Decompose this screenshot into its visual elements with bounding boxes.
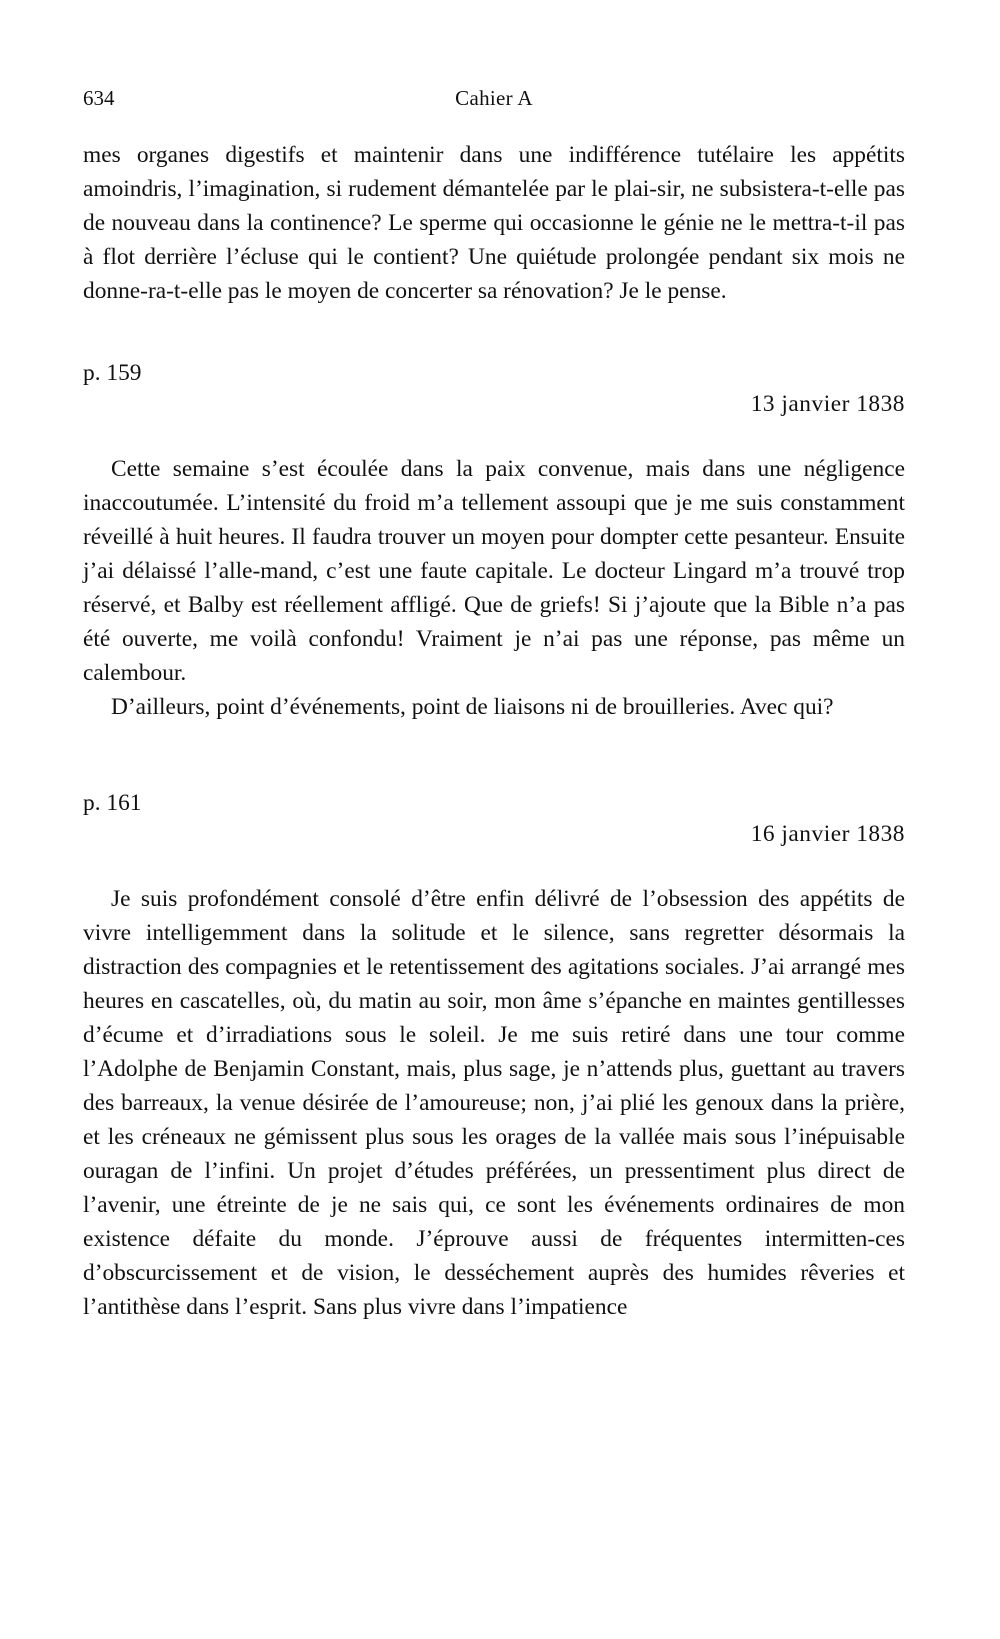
entry-paragraph: Je suis profondément consolé d’être enfin délivré de l’obsession des appétits de vivre intelligemment dans la solitude et le silence, sans regretter désormais la distraction des compagnies et le retentissement des agitations sociales. J’ai arrangé mes heures en cascatelles, où, du matin au soir, mon âme s’épanche en maintes gentillesses d’écume et d’irradiations sous le soleil. Je me suis retiré dans une tour comme l’Adolphe de Benjamin Constant, mais, plus sage, je n’attends plus, guettant au travers des barreaux, la venue désirée de l’amoureuse; non, j’ai plié les genoux dans la prière, et les créneaux ne gémissent plus sous les orages de la vallée mais sous l’inépuisable ouragan de l’infini. Un projet d’études préférées, un pressentiment plus direct de l’avenir, une étreinte de je ne sais qui, ce sont les événements ordinaires de mon existence défaite du monde. J’éprouve aussi de fréquentes intermitten-ces d’obscurcissement et de vision, le desséchement auprès des humides rêveries et l’antithèse dans l’esprit. Sans plus vivre dans l’impatience	[83, 886, 905, 1320]
journal-entry-1	[83, 360, 905, 724]
page-number: 634	[83, 86, 115, 110]
entry-date: 13 janvier 1838	[750, 391, 905, 417]
entry-paragraph: Cette semaine s’est écoulée dans la paix convenue, mais dans une négligence inaccoutumée. L’intensité du froid m’a tellement assoupi que je me suis constamment réveillé à huit heures. Il faudra trouver un moyen pour dompter cette pesanteur. Ensuite j’ai délaissé l’alle-mand, c’est une faute capitale. Le docteur Lingard m’a trouvé trop réservé, et Balby est réellement affligé. Que de griefs! Si j’ajoute que la Bible n’a pas été ouverte, me voilà confondu! Vraiment je n’ai pas une réponse, pas même un calembour.	[83, 456, 905, 686]
journal-entry-2	[83, 790, 905, 1324]
running-title: Cahier A	[455, 86, 533, 110]
intro-paragraph: mes organes digestifs et maintenir dans une indifférence tutélaire les appétits amoindris, l’imagination, si rudement démantelée par le plai-sir, ne subsistera-t-elle pas de nouveau dans la continence? Le sperme qui occasionne le génie ne le mettra-t-il pas à flot derrière l’écluse qui le contient? Une quiétude prolongée pendant six mois ne donne-ra-t-elle pas le moyen de concerter sa rénovation? Je le pense.	[83, 142, 905, 304]
page-header	[83, 86, 905, 126]
book-page	[83, 86, 905, 1324]
page-reference: p. 161	[83, 790, 142, 816]
entry-paragraph: D’ailleurs, point d’événements, point de liaisons ni de brouilleries. Avec qui?	[111, 694, 834, 720]
entry-date: 16 janvier 1838	[750, 821, 905, 847]
page-reference: p. 159	[83, 360, 142, 386]
